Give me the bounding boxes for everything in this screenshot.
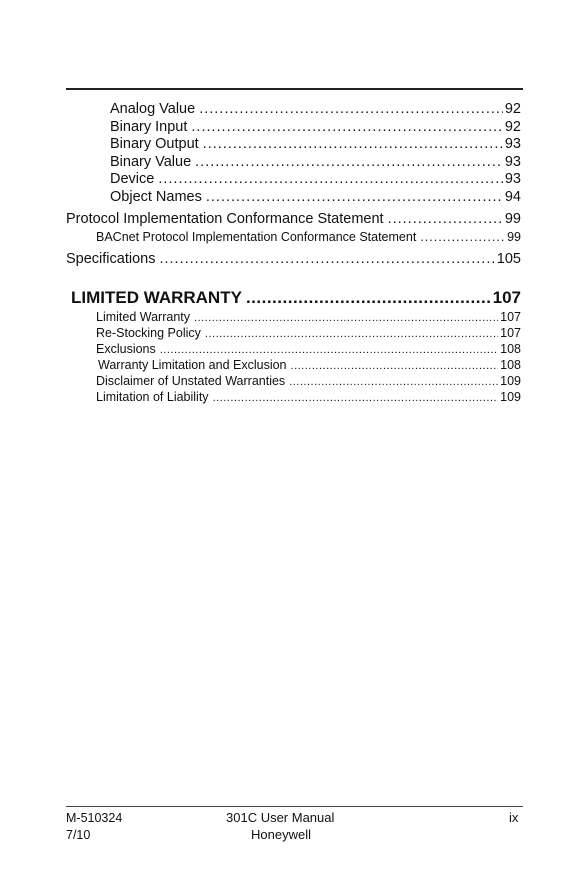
leader-dots <box>291 360 499 372</box>
toc-entry-limited-warranty[interactable]: LIMITED WARRANTY ..... 107 <box>71 288 521 308</box>
toc-entry-disclaimer[interactable]: Disclaimer of Unstated Warranties ..... 109 <box>96 374 521 388</box>
leader-dots <box>420 230 505 244</box>
toc-entry-bacnet-pics[interactable]: BACnet Protocol Implementation Conformance Statement ..... 99 <box>96 230 521 244</box>
toc-entry-warranty-limitation[interactable]: Warranty Limitation and Exclusion ..... 108 <box>98 358 521 372</box>
leader-dots <box>159 251 494 267</box>
leader-dots <box>194 312 498 324</box>
leader-dots <box>199 101 503 117</box>
footer-date: 7/10 <box>66 828 91 842</box>
leader-dots <box>213 392 499 404</box>
toc-entry-pics[interactable]: Protocol Implementation Conformance Statement ..... 99 <box>66 211 521 227</box>
footer-page-number: ix <box>509 810 519 825</box>
toc-entry-analog-value[interactable]: Analog Value ..... 92 <box>110 101 521 117</box>
toc-entry-binary-value[interactable]: Binary Value ..... 93 <box>110 154 521 170</box>
leader-dots <box>158 171 503 187</box>
leader-dots <box>205 328 498 340</box>
toc-entry-limitation-of-liability[interactable]: Limitation of Liability ..... 109 <box>96 390 521 404</box>
footer-company: Honeywell <box>251 827 311 842</box>
leader-dots <box>203 136 503 152</box>
toc-entry-binary-input[interactable]: Binary Input ..... 92 <box>110 119 521 135</box>
toc-entry-device[interactable]: Device ..... 93 <box>110 171 521 187</box>
toc-entry-limited-warranty-sub[interactable]: Limited Warranty ..... 107 <box>96 310 521 324</box>
leader-dots <box>191 119 502 135</box>
toc-entry-specifications[interactable]: Specifications ..... 105 <box>66 251 521 267</box>
header-rule <box>66 88 523 90</box>
footer-title: 301C User Manual <box>226 810 335 825</box>
footer-doc-number: M-510324 <box>66 811 123 825</box>
footer-rule <box>66 806 523 807</box>
toc-entry-exclusions[interactable]: Exclusions ..... 108 <box>96 342 521 356</box>
toc-entry-restocking-policy[interactable]: Re-Stocking Policy ..... 107 <box>96 326 521 340</box>
leader-dots <box>195 154 503 170</box>
leader-dots <box>388 211 503 227</box>
leader-dots <box>160 344 498 356</box>
toc-entry-object-names[interactable]: Object Names ..... 94 <box>110 189 521 205</box>
leader-dots <box>206 189 503 205</box>
leader-dots <box>289 376 498 388</box>
leader-dots <box>246 288 491 308</box>
toc-entry-binary-output[interactable]: Binary Output ..... 93 <box>110 136 521 152</box>
